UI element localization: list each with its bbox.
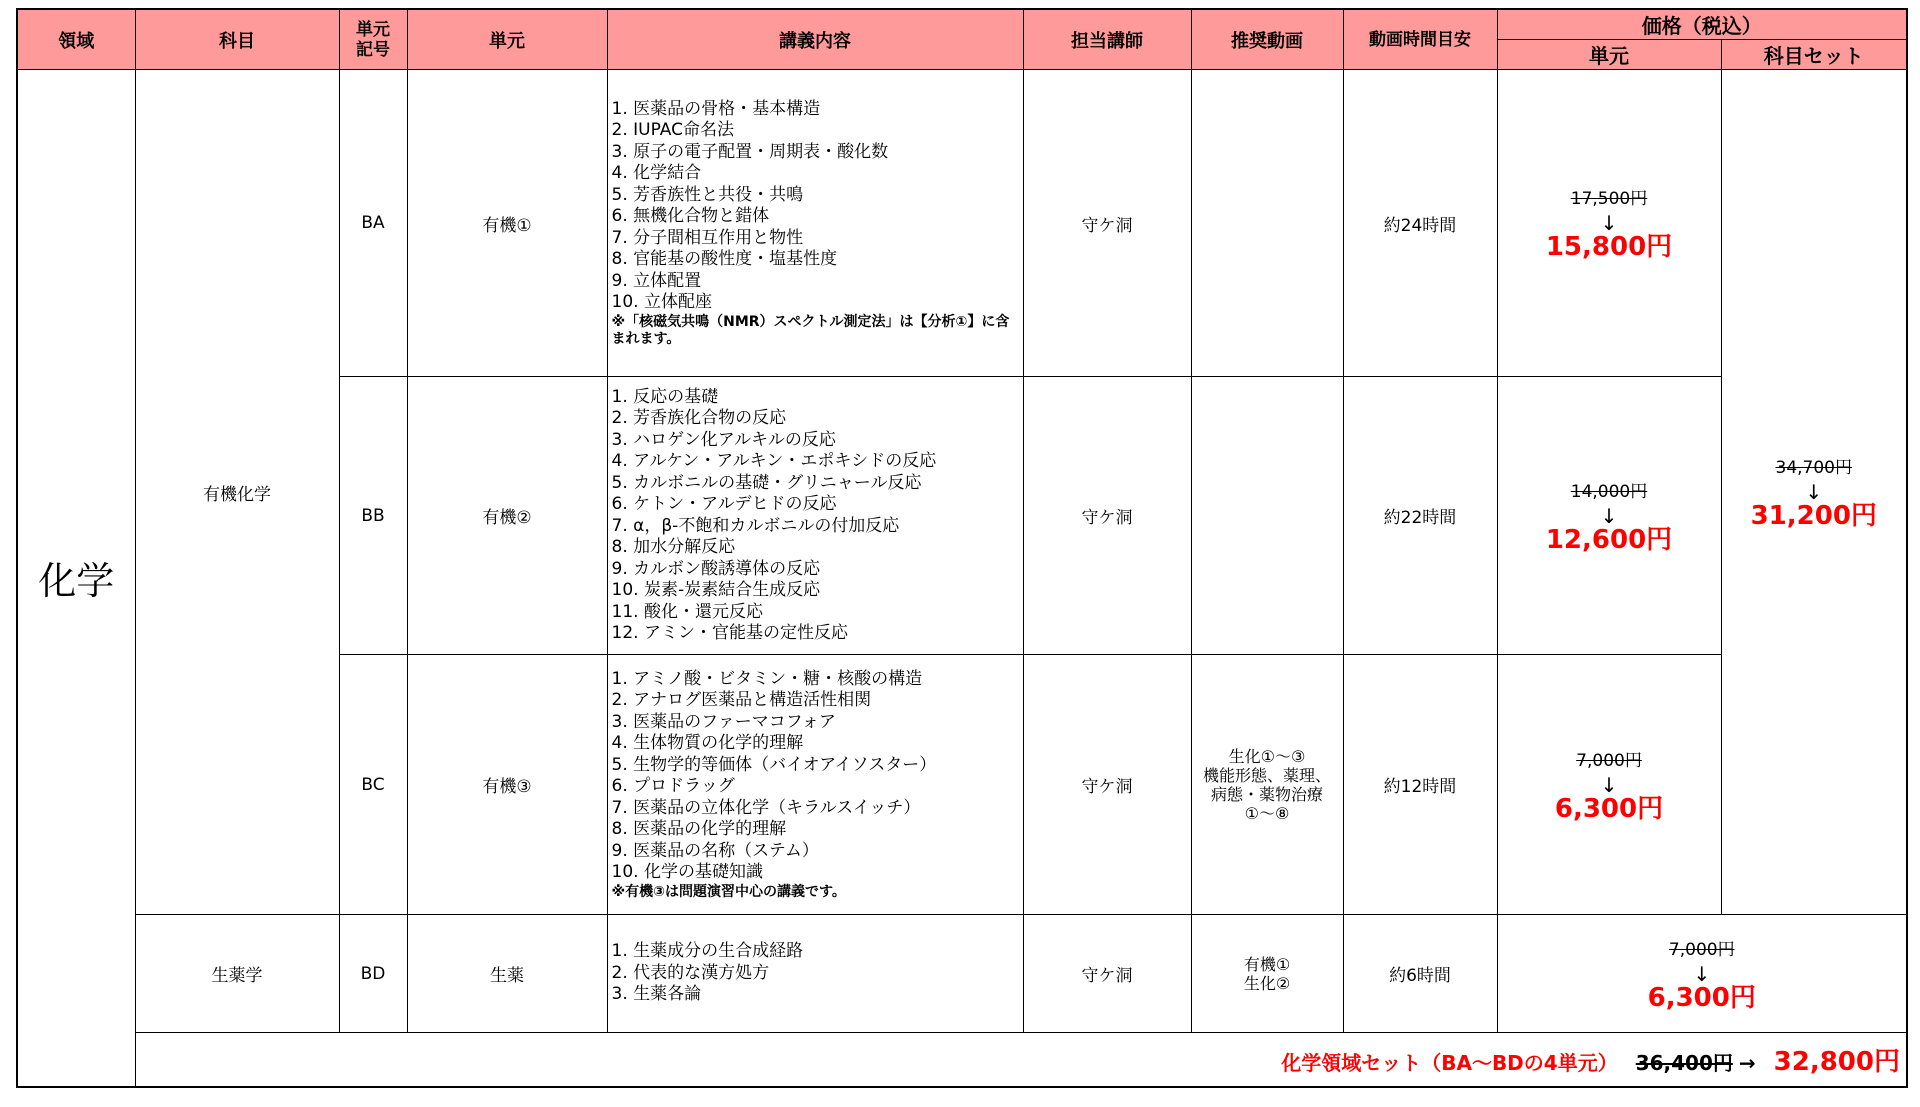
- lecture-note: ※有機③は問題演習中心の講義です。: [611, 883, 846, 900]
- unit-code: BC: [339, 655, 407, 915]
- domain-set-label: 化学領域セット（BA～BDの4単元）: [1281, 1050, 1618, 1075]
- header-domain: 領域: [17, 9, 135, 70]
- old-price: 7,000円: [1576, 750, 1642, 771]
- recommended-line: 病態・薬物治療: [1210, 784, 1323, 804]
- lecture-item: 3. 原子の電子配置・周期表・酸化数: [611, 141, 889, 162]
- video-duration: 約12時間: [1343, 655, 1497, 915]
- lecture-item: 6. ケトン・アルデヒドの反応: [611, 494, 837, 514]
- new-price: 32,800円: [1773, 1046, 1900, 1077]
- lecture-item: 2. 芳香族化合物の反応: [611, 408, 787, 428]
- unit-name: 有機③: [407, 655, 607, 915]
- video-duration: 約24時間: [1343, 70, 1497, 377]
- lecture-item: 7. 分子間相互作用と物性: [611, 227, 804, 248]
- lecture-item: 9. 医薬品の名称（ステム）: [611, 840, 819, 861]
- lecture-item: 2. 代表的な漢方処方: [611, 962, 770, 983]
- instructor: 守ケ洞: [1023, 655, 1191, 915]
- unit-code: BA: [339, 70, 407, 377]
- lecture-item: 11. 酸化・還元反応: [611, 601, 763, 622]
- header-recommended: 推奨動画: [1191, 9, 1343, 70]
- down-arrow-icon: ↓: [1805, 480, 1823, 504]
- lecture-item: 7. α，β-不飽和カルボニルの付加反応: [611, 515, 900, 536]
- header-unit: 単元: [407, 9, 607, 70]
- header-instructor: 担当講師: [1023, 9, 1191, 70]
- lecture-item: 12. アミン・官能基の定性反応: [611, 623, 848, 643]
- subject-set-price: [1721, 70, 1907, 915]
- down-arrow-icon: ↓: [1600, 772, 1618, 797]
- new-price: 6,300円: [1647, 982, 1756, 1013]
- lecture-item: 4. アルケン・アルキン・エポキシドの反応: [611, 451, 937, 471]
- table-row-bd: [17, 915, 1907, 1033]
- down-arrow-icon: ↓: [1600, 503, 1618, 528]
- recommended-videos: [1191, 70, 1343, 377]
- recommended-videos: [1191, 655, 1343, 915]
- lecture-item: 3. 生薬各論: [611, 984, 702, 1005]
- header-price-set: 科目セット: [1721, 40, 1907, 70]
- lecture-item: 9. 立体配置: [611, 270, 702, 291]
- lecture-item: 2. IUPAC命名法: [611, 120, 734, 140]
- lecture-item: 10. 化学の基礎知識: [611, 862, 763, 882]
- old-price: 14,000円: [1570, 481, 1648, 502]
- old-price: 7,000円: [1668, 939, 1735, 960]
- unit-price: [1497, 655, 1721, 915]
- old-price: 34,700円: [1775, 458, 1852, 478]
- header-duration: 動画時間目安: [1343, 9, 1497, 70]
- recommended-videos: [1191, 377, 1343, 655]
- down-arrow-icon: ↓: [1600, 211, 1618, 235]
- lecture-item: 8. 官能基の酸性度・塩基性度: [611, 249, 838, 269]
- lecture-item: 5. カルボニルの基礎・グリニャール反応: [611, 472, 922, 493]
- instructor: 守ケ洞: [1023, 915, 1191, 1033]
- domain-cell: 化学: [17, 70, 135, 1087]
- lecture-content: [607, 655, 1023, 915]
- unit-price: [1497, 377, 1721, 655]
- lecture-item: 5. 芳香族性と共役・共鳴: [611, 184, 804, 205]
- lecture-item: 3. ハロゲン化アルキルの反応: [611, 429, 836, 450]
- lecture-item: 7. 医薬品の立体化学（キラルスイッチ）: [611, 797, 921, 818]
- new-price: 12,600円: [1545, 524, 1673, 555]
- lecture-content: [607, 915, 1023, 1033]
- lecture-item: 1. 医薬品の骨格・基本構造: [611, 98, 821, 119]
- lecture-item: 10. 立体配座: [611, 292, 712, 312]
- subject-organic: 有機化学: [135, 70, 339, 915]
- recommended-line: 生化②: [1243, 973, 1291, 993]
- new-price: 15,800円: [1545, 232, 1673, 262]
- lecture-item: 1. 反応の基礎: [611, 386, 719, 407]
- lecture-item: 8. 医薬品の化学的理解: [611, 819, 787, 839]
- subject-crude-drug: 生薬学: [135, 915, 339, 1033]
- lecture-item: 5. 生物学的等価体（バイオアイソスター）: [611, 754, 937, 775]
- recommended-line: 機能形態、薬理、: [1202, 765, 1331, 785]
- header-price: 価格（税込）: [1497, 9, 1907, 40]
- domain-set-row: [17, 1033, 1907, 1087]
- video-duration: 約22時間: [1343, 377, 1497, 655]
- lecture-item: 1. 生薬成分の生合成経路: [611, 941, 804, 962]
- domain-set-price: [135, 1033, 1907, 1087]
- lecture-item: 4. 生体物質の化学的理解: [611, 733, 804, 753]
- unit-code: BB: [339, 377, 407, 655]
- right-arrow-icon: →: [1738, 1050, 1756, 1075]
- recommended-line: 有機①: [1243, 954, 1291, 974]
- instructor: 守ケ洞: [1023, 377, 1191, 655]
- lecture-item: 2. アナログ医薬品と構造活性相関: [611, 690, 872, 710]
- down-arrow-icon: ↓: [1693, 961, 1711, 986]
- unit-name: 有機②: [407, 377, 607, 655]
- table-row-ba: [17, 70, 1907, 377]
- header-subject: 科目: [135, 9, 339, 70]
- lecture-note: ※「核磁気共鳴（NMR）スペクトル測定法」は【分析①】に含まれます。: [611, 313, 1010, 347]
- old-price: 36,400円: [1635, 1050, 1733, 1075]
- unit-code: BD: [339, 915, 407, 1033]
- lecture-content: [607, 70, 1023, 377]
- lecture-item: 4. 化学結合: [611, 163, 702, 183]
- recommended-line: 生化①～③: [1228, 746, 1306, 766]
- old-price: 17,500円: [1570, 189, 1648, 209]
- unit-price: [1497, 70, 1721, 377]
- lecture-content: [607, 377, 1023, 655]
- lecture-item: 6. 無機化合物と錯体: [611, 206, 770, 226]
- header-lecture: 講義内容: [607, 9, 1023, 70]
- lecture-item: 1. アミノ酸・ビタミン・糖・核酸の構造: [611, 668, 923, 689]
- lecture-item: 6. プロドラッグ: [611, 776, 735, 796]
- unit-price: [1497, 915, 1907, 1033]
- unit-name: 有機①: [407, 70, 607, 377]
- video-duration: 約6時間: [1343, 915, 1497, 1033]
- header-price-unit: 単元: [1497, 40, 1721, 70]
- price-table-wrap: [16, 8, 1908, 1088]
- recommended-videos: [1191, 915, 1343, 1033]
- lecture-item: 10. 炭素-炭素結合生成反応: [611, 580, 821, 600]
- lecture-item: 3. 医薬品のファーマコフォア: [611, 711, 836, 732]
- price-table: [16, 8, 1908, 1088]
- unit-name: 生薬: [407, 915, 607, 1033]
- new-price: 6,300円: [1554, 793, 1664, 824]
- new-price: 31,200円: [1750, 501, 1877, 531]
- instructor: 守ケ洞: [1023, 70, 1191, 377]
- header-unit-code: 単元 記号: [339, 9, 407, 70]
- recommended-line: ①～⑧: [1244, 803, 1290, 823]
- lecture-item: 9. カルボン酸誘導体の反応: [611, 558, 821, 579]
- lecture-item: 8. 加水分解反応: [611, 537, 736, 557]
